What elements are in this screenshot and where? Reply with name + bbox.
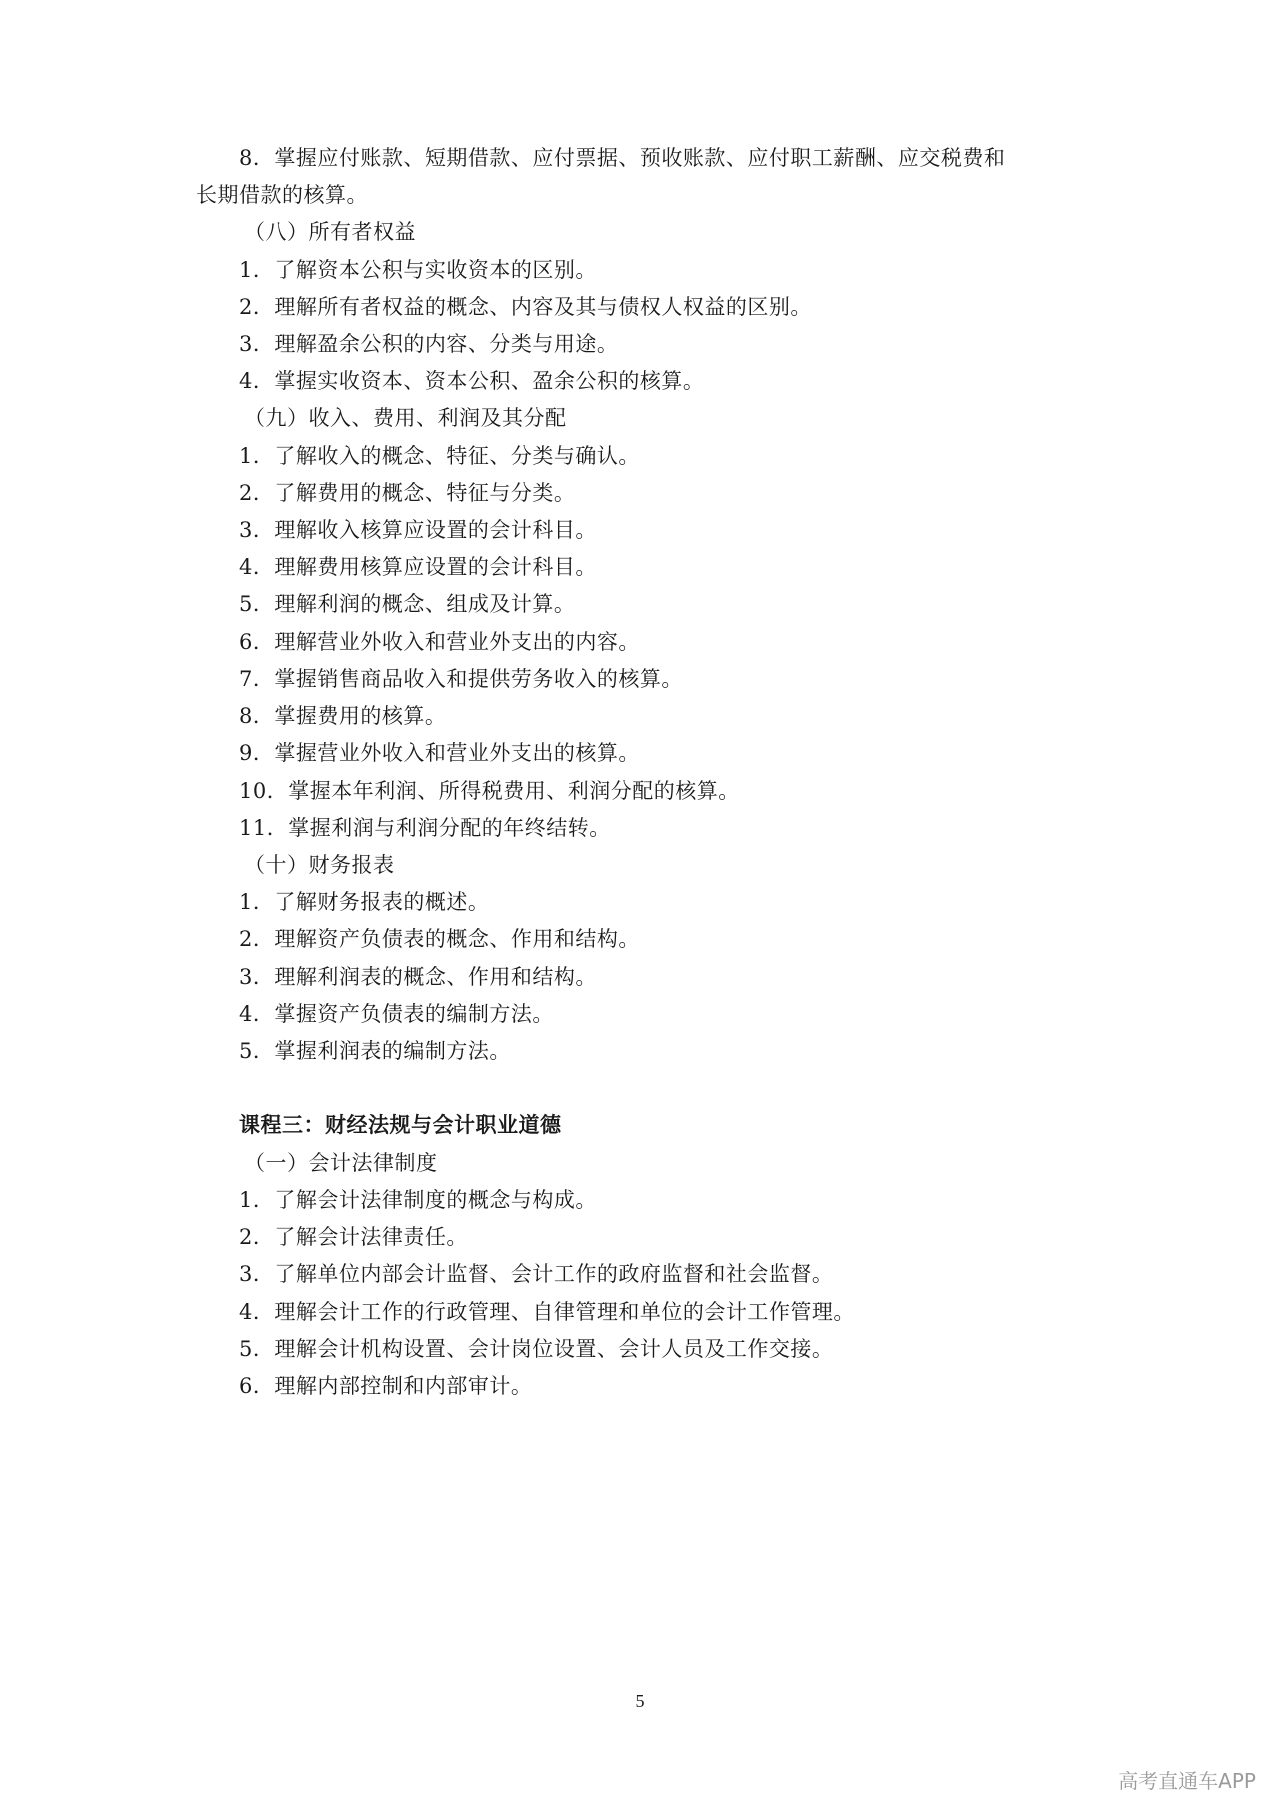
- text-line: 2．了解会计法律责任。: [239, 1225, 468, 1249]
- text-line: 2．了解费用的概念、特征与分类。: [239, 481, 576, 505]
- watermark: 高考直通车APP: [1118, 1769, 1256, 1793]
- section-heading: （十）财务报表: [244, 853, 395, 877]
- text-line: 11．掌握利润与利润分配的年终结转。: [239, 816, 611, 840]
- text-line: 1．了解资本公积与实收资本的区别。: [239, 258, 597, 282]
- text-line: 2．理解资产负债表的概念、作用和结构。: [239, 927, 640, 951]
- page-number: 5: [635, 1691, 645, 1711]
- text-line: 7．掌握销售商品收入和提供劳务收入的核算。: [239, 667, 683, 691]
- text-line: 3．理解盈余公积的内容、分类与用途。: [239, 332, 619, 356]
- text-line: 5．理解利润的概念、组成及计算。: [239, 592, 576, 616]
- text-line: 3．理解收入核算应设置的会计科目。: [239, 518, 597, 542]
- text-line: 5．理解会计机构设置、会计岗位设置、会计人员及工作交接。: [239, 1337, 834, 1361]
- section-heading: （九）收入、费用、利润及其分配: [244, 406, 567, 430]
- text-line: 6．理解内部控制和内部审计。: [239, 1374, 533, 1398]
- text-line: 3．理解利润表的概念、作用和结构。: [239, 965, 597, 989]
- text-line: 3．了解单位内部会计监督、会计工作的政府监督和社会监督。: [239, 1262, 834, 1286]
- text-line: 8．掌握应付账款、短期借款、应付票据、预收账款、应付职工薪酬、应交税费和: [239, 146, 1006, 170]
- text-line: 1．了解会计法律制度的概念与构成。: [239, 1188, 597, 1212]
- course-heading: 课程三：财经法规与会计职业道德: [239, 1112, 562, 1137]
- text-line: 4．掌握实收资本、资本公积、盈余公积的核算。: [239, 369, 705, 393]
- text-line: 9．掌握营业外收入和营业外支出的核算。: [239, 741, 640, 765]
- text-line: 6．理解营业外收入和营业外支出的内容。: [239, 630, 640, 654]
- text-line: 2．理解所有者权益的概念、内容及其与债权人权益的区别。: [239, 295, 812, 319]
- text-line: 1．了解收入的概念、特征、分类与确认。: [239, 444, 640, 468]
- text-line: 4．理解费用核算应设置的会计科目。: [239, 555, 597, 579]
- text-line: 4．掌握资产负债表的编制方法。: [239, 1002, 554, 1026]
- text-line: 5．掌握利润表的编制方法。: [239, 1039, 511, 1063]
- text-line: 长期借款的核算。: [196, 183, 368, 207]
- text-line: 8．掌握费用的核算。: [239, 704, 447, 728]
- text-line: 10．掌握本年利润、所得税费用、利润分配的核算。: [239, 779, 740, 803]
- text-line: 4．理解会计工作的行政管理、自律管理和单位的会计工作管理。: [239, 1300, 855, 1324]
- text-line: 1．了解财务报表的概述。: [239, 890, 490, 914]
- section-heading: （一）会计法律制度: [244, 1151, 438, 1175]
- section-heading: （八）所有者权益: [244, 220, 416, 244]
